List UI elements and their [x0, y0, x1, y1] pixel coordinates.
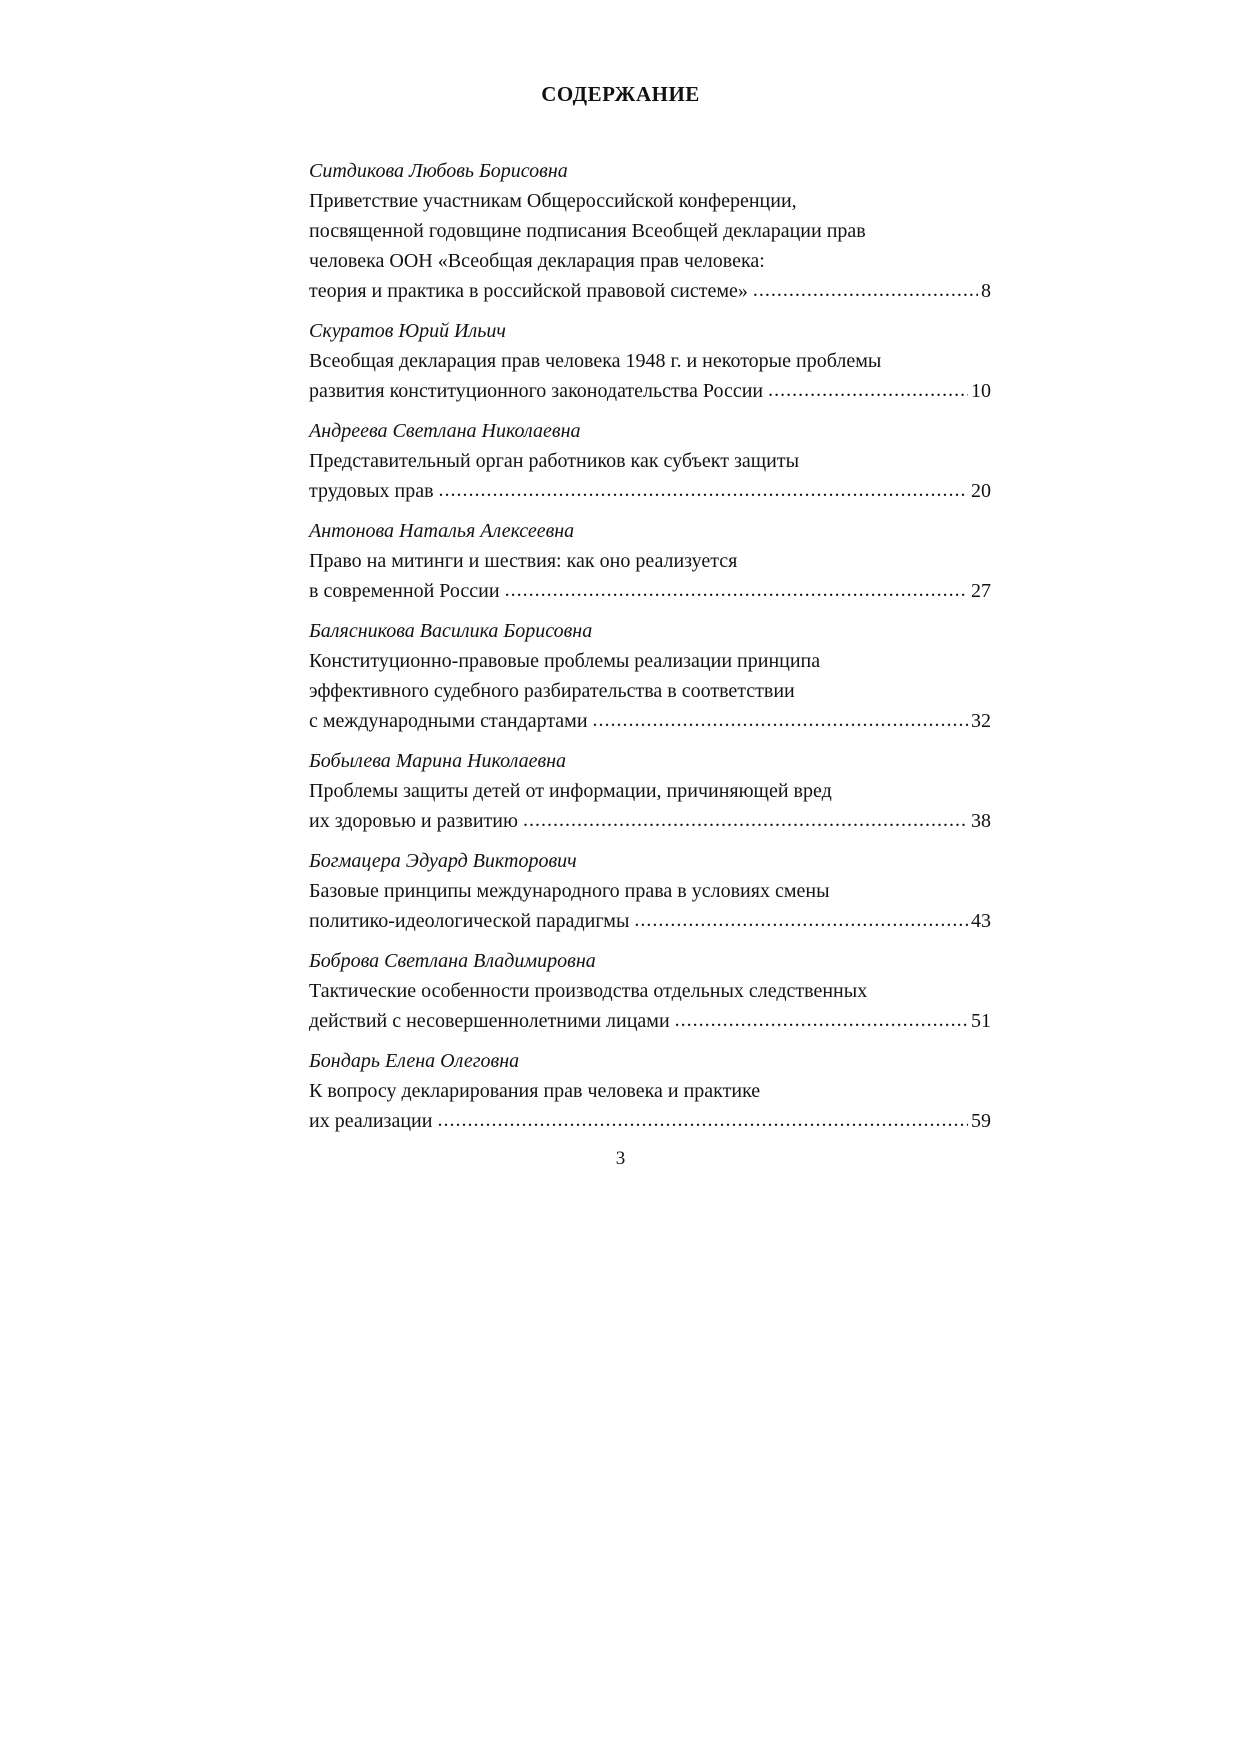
toc-entry-title-line: эффективного судебного разбирательства в соответствии	[309, 680, 795, 702]
toc-entry-title-line: Базовые принципы международного права в условиях смены	[309, 880, 830, 902]
toc-entry-author: Бондарь Елена Олеговна	[309, 1050, 520, 1072]
toc-entry-title-line: Представительный орган работников как субъект защиты	[309, 450, 800, 472]
toc-entry	[309, 946, 991, 1036]
toc-entry-author: Боброва Светлана Владимировна	[309, 950, 596, 972]
toc-entry-title-line: Право на митинги и шествия: как оно реализуется	[309, 550, 738, 572]
toc-entry-page-number: 8	[981, 280, 991, 302]
toc-entry-last-line	[309, 706, 991, 736]
toc-entry	[309, 316, 991, 406]
toc-entry-title-line: развития конституционного законодательства России	[309, 380, 764, 402]
toc-entry-title-line: действий с несовершеннолетними лицами	[309, 1010, 670, 1032]
toc-heading: СОДЕРЖАНИЕ	[541, 82, 700, 106]
toc-list	[309, 156, 991, 1146]
toc-entry-page-number: 27	[971, 580, 991, 602]
toc-dot-leader	[634, 905, 968, 935]
toc-entry-last-line	[309, 806, 991, 836]
toc-entry-title-line: в современной России	[309, 580, 500, 602]
toc-entry-author: Андреева Светлана Николаевна	[309, 420, 581, 442]
toc-entry-title-line: их здоровью и развитию	[309, 810, 518, 832]
toc-entry-title-line: трудовых прав	[309, 480, 434, 502]
toc-entry-page-number: 10	[971, 380, 991, 402]
toc-entry-title-line: политико-идеологической парадигмы	[309, 910, 630, 932]
toc-entry-page-number: 20	[971, 480, 991, 502]
toc-entry-last-line	[309, 1006, 991, 1036]
toc-entry-title-line: человека ООН «Всеобщая декларация прав человека:	[309, 250, 765, 272]
toc-entry	[309, 846, 991, 936]
toc-entry-author: Антонова Наталья Алексеевна	[309, 520, 575, 542]
toc-entry-last-line	[309, 1106, 991, 1136]
toc-dot-leader	[505, 575, 968, 605]
toc-dot-leader	[523, 805, 968, 835]
toc-entry-title-line: Приветствие участникам Общероссийской конференции,	[309, 190, 797, 212]
toc-entry-title-line: Всеобщая декларация прав человека 1948 г. и некоторые проблемы	[309, 350, 882, 372]
toc-entry-last-line	[309, 906, 991, 936]
toc-entry-title-line: Тактические особенности производства отдельных следственных	[309, 980, 868, 1002]
toc-dot-leader	[593, 705, 968, 735]
toc-entry-author: Богмацера Эдуард Викторович	[309, 850, 577, 872]
toc-entry-author: Скуратов Юрий Ильич	[309, 320, 506, 342]
toc-entry	[309, 1046, 991, 1136]
toc-entry	[309, 616, 991, 736]
toc-entry-page-number: 51	[971, 1010, 991, 1032]
toc-entry-author: Ситдикова Любовь Борисовна	[309, 160, 568, 182]
page-number: 3	[615, 1148, 626, 1169]
toc-entry-title-line: посвященной годовщине подписания Всеобщей декларации прав	[309, 220, 866, 242]
toc-entry-title-line: с международными стандартами	[309, 710, 588, 732]
toc-entry-title-line: их реализации	[309, 1110, 433, 1132]
toc-entry-author: Бобылева Марина Николаевна	[309, 750, 567, 772]
toc-dot-leader	[437, 1105, 968, 1135]
toc-entry-last-line	[309, 276, 991, 306]
toc-entry-author: Балясникова Василика Борисовна	[309, 620, 593, 642]
toc-entry	[309, 416, 991, 506]
toc-dot-leader	[768, 375, 968, 405]
toc-entry-last-line	[309, 376, 991, 406]
toc-entry-title-line: К вопросу декларирования прав человека и практике	[309, 1080, 761, 1102]
toc-entry	[309, 746, 991, 836]
toc-entry-page-number: 43	[971, 910, 991, 932]
toc-entry-title-line: Конституционно-правовые проблемы реализации принципа	[309, 650, 821, 672]
toc-dot-leader	[753, 275, 978, 305]
toc-dot-leader	[675, 1005, 968, 1035]
toc-entry-last-line	[309, 576, 991, 606]
toc-dot-leader	[439, 475, 968, 505]
toc-entry-title-line: теория и практика в российской правовой системе»	[309, 280, 748, 302]
toc-entry	[309, 516, 991, 606]
toc-entry-last-line	[309, 476, 991, 506]
toc-entry-title-line: Проблемы защиты детей от информации, причиняющей вред	[309, 780, 832, 802]
toc-entry	[309, 156, 991, 306]
toc-entry-page-number: 59	[971, 1110, 991, 1132]
toc-entry-page-number: 38	[971, 810, 991, 832]
toc-entry-page-number: 32	[971, 710, 991, 732]
